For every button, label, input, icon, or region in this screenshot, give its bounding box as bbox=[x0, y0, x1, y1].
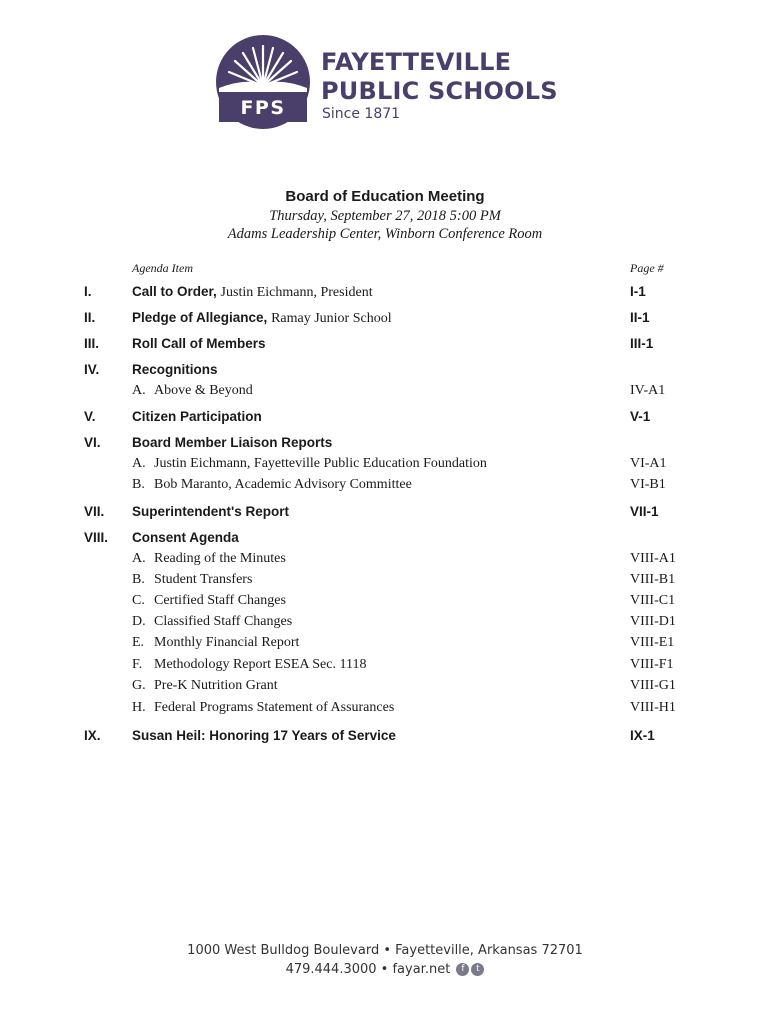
agenda-item-title bbox=[132, 284, 373, 301]
agenda-item-title bbox=[132, 504, 289, 519]
agenda-item-title bbox=[132, 435, 332, 450]
agenda-item-number: IX. bbox=[84, 728, 101, 743]
agenda-subitem-page: VIII-D1 bbox=[630, 614, 676, 629]
agenda-item bbox=[0, 310, 770, 330]
agenda-item-title-text: Recognitions bbox=[132, 362, 218, 377]
agenda-subitem-page: VI-A1 bbox=[630, 456, 667, 471]
agenda-subitem-text bbox=[132, 700, 394, 716]
agenda-subitem-letter: G. bbox=[132, 678, 146, 693]
agenda-subitem-text bbox=[132, 456, 487, 472]
agenda-subitem-text bbox=[132, 477, 412, 493]
logo-name bbox=[321, 48, 558, 106]
agenda-subitem-label: Monthly Financial Report bbox=[154, 635, 300, 650]
agenda-item-title bbox=[132, 530, 239, 545]
agenda-subitem-text bbox=[132, 383, 253, 399]
agenda-item-title-text: Superintendent's Report bbox=[132, 504, 289, 519]
twitter-icon[interactable]: t bbox=[471, 963, 484, 976]
agenda-item bbox=[0, 504, 770, 524]
agenda-item-number: V. bbox=[84, 409, 96, 424]
agenda-item bbox=[0, 409, 770, 429]
fps-seal-icon bbox=[215, 34, 311, 130]
facebook-icon[interactable]: f bbox=[456, 963, 469, 976]
agenda-item bbox=[0, 435, 770, 455]
agenda-subitem-page: VI-B1 bbox=[630, 477, 666, 492]
agenda-subitem-label: Methodology Report ESEA Sec. 1118 bbox=[154, 657, 367, 672]
agenda-subitem bbox=[0, 477, 770, 497]
agenda-item-title-text: Call to Order, bbox=[132, 284, 217, 299]
agenda-item-number: I. bbox=[84, 284, 92, 299]
agenda-subitem bbox=[0, 572, 770, 592]
agenda-subitem-label: Justin Eichmann, Fayetteville Public Education Foundation bbox=[154, 456, 487, 471]
agenda-subitem-letter: D. bbox=[132, 614, 146, 629]
column-header-agenda-item: Agenda Item bbox=[132, 261, 193, 275]
agenda-item-page: I-1 bbox=[630, 284, 646, 299]
agenda-item-title bbox=[132, 310, 392, 327]
agenda-item-title-text: Roll Call of Members bbox=[132, 336, 266, 351]
agenda-subitem bbox=[0, 678, 770, 698]
agenda-subitem-text bbox=[132, 678, 278, 694]
agenda-item-number: VIII. bbox=[84, 530, 109, 545]
agenda-subitem-page: VIII-H1 bbox=[630, 700, 676, 715]
agenda-subitem bbox=[0, 700, 770, 720]
agenda-item-number: III. bbox=[84, 336, 100, 351]
agenda-subitem-label: Federal Programs Statement of Assurances bbox=[154, 700, 395, 715]
agenda-subitem-letter: B. bbox=[132, 477, 145, 492]
meeting-location: Adams Leadership Center, Winborn Conference Room bbox=[227, 226, 543, 242]
logo-initials: FPS bbox=[240, 97, 286, 119]
agenda-item-number: VI. bbox=[84, 435, 101, 450]
agenda-subitem-label: Above & Beyond bbox=[154, 383, 253, 398]
agenda-item bbox=[0, 728, 770, 748]
agenda-subitem-label: Bob Maranto, Academic Advisory Committee bbox=[154, 477, 412, 492]
agenda-item-title bbox=[132, 409, 262, 424]
footer-address: 1000 West Bulldog Boulevard • Fayetteville, Arkansas 72701 bbox=[187, 943, 583, 958]
agenda-subitem-letter: A. bbox=[132, 456, 146, 471]
meeting-datetime: Thursday, September 27, 2018 5:00 PM bbox=[269, 208, 501, 224]
agenda-subitem bbox=[0, 614, 770, 634]
fps-logo bbox=[215, 34, 575, 134]
agenda-subitem-letter: H. bbox=[132, 700, 146, 715]
agenda-subitem-letter: B. bbox=[132, 572, 145, 587]
agenda-item-title bbox=[132, 728, 396, 743]
agenda-subitem-label: Pre-K Nutrition Grant bbox=[154, 678, 278, 693]
agenda-item bbox=[0, 284, 770, 304]
agenda-subitem-text bbox=[132, 551, 286, 567]
agenda-subitem-text bbox=[132, 657, 366, 673]
agenda-subitem-page: VIII-E1 bbox=[630, 635, 675, 650]
agenda-item-title-text: Consent Agenda bbox=[132, 530, 239, 545]
agenda-subitem-page: VIII-C1 bbox=[630, 593, 676, 608]
agenda-subitem-page: IV-A1 bbox=[630, 383, 666, 398]
logo-since: Since 1871 bbox=[322, 106, 401, 122]
agenda-item-title bbox=[132, 336, 266, 351]
agenda-subitem-letter: F. bbox=[132, 657, 143, 672]
agenda-item-presenter: Ramay Junior School bbox=[271, 311, 392, 326]
agenda-subitem-letter: A. bbox=[132, 383, 146, 398]
agenda-subitem-label: Certified Staff Changes bbox=[154, 593, 286, 608]
agenda-subitem-text bbox=[132, 572, 252, 588]
agenda-item-page: III-1 bbox=[630, 336, 654, 351]
agenda-item-title bbox=[132, 362, 218, 377]
agenda-subitem-page: VIII-A1 bbox=[630, 551, 676, 566]
footer-contact: 479.444.3000 • fayar.net bbox=[285, 962, 451, 977]
logo-name-line1: FAYETTEVILLE bbox=[321, 48, 512, 76]
agenda-item bbox=[0, 362, 770, 382]
agenda-subitem-letter: E. bbox=[132, 635, 145, 650]
agenda-subitem-page: VIII-B1 bbox=[630, 572, 676, 587]
agenda-subitem-label: Classified Staff Changes bbox=[154, 614, 293, 629]
agenda-subitem-text bbox=[132, 614, 292, 630]
agenda-item-page: V-1 bbox=[630, 409, 651, 424]
agenda-subitem bbox=[0, 635, 770, 655]
column-header-page: Page # bbox=[630, 261, 664, 275]
agenda-item bbox=[0, 530, 770, 550]
agenda-subitem bbox=[0, 551, 770, 571]
agenda-subitem bbox=[0, 593, 770, 613]
meeting-title: Board of Education Meeting bbox=[285, 188, 485, 205]
agenda-subitem-page: VIII-G1 bbox=[630, 678, 676, 693]
agenda-subitem-label: Reading of the Minutes bbox=[154, 551, 286, 566]
agenda-item-number: II. bbox=[84, 310, 96, 325]
agenda-item-number: VII. bbox=[84, 504, 105, 519]
agenda-subitem-letter: C. bbox=[132, 593, 145, 608]
agenda-subitem bbox=[0, 383, 770, 403]
agenda-subitem-text bbox=[132, 593, 286, 609]
agenda-subitem-letter: A. bbox=[132, 551, 146, 566]
logo-name-line2: PUBLIC SCHOOLS bbox=[321, 77, 558, 105]
agenda-item-title-text: Susan Heil: Honoring 17 Years of Service bbox=[132, 728, 396, 743]
agenda-item-number: IV. bbox=[84, 362, 100, 377]
agenda-item-title-text: Citizen Participation bbox=[132, 409, 262, 424]
agenda-item-page: VII-1 bbox=[630, 504, 659, 519]
agenda-item-presenter: Justin Eichmann, President bbox=[220, 285, 373, 300]
agenda-item-page: IX-1 bbox=[630, 728, 655, 743]
agenda-subitem bbox=[0, 456, 770, 476]
agenda-item bbox=[0, 336, 770, 356]
agenda-item-title-text: Pledge of Allegiance, bbox=[132, 310, 268, 325]
agenda-item-title-text: Board Member Liaison Reports bbox=[132, 435, 333, 450]
agenda-subitem-page: VIII-F1 bbox=[630, 657, 674, 672]
agenda-subitem-label: Student Transfers bbox=[154, 572, 253, 587]
footer-contact-line bbox=[0, 962, 770, 977]
agenda-subitem bbox=[0, 657, 770, 677]
agenda-item-page: II-1 bbox=[630, 310, 650, 325]
agenda-subitem-text bbox=[132, 635, 299, 651]
